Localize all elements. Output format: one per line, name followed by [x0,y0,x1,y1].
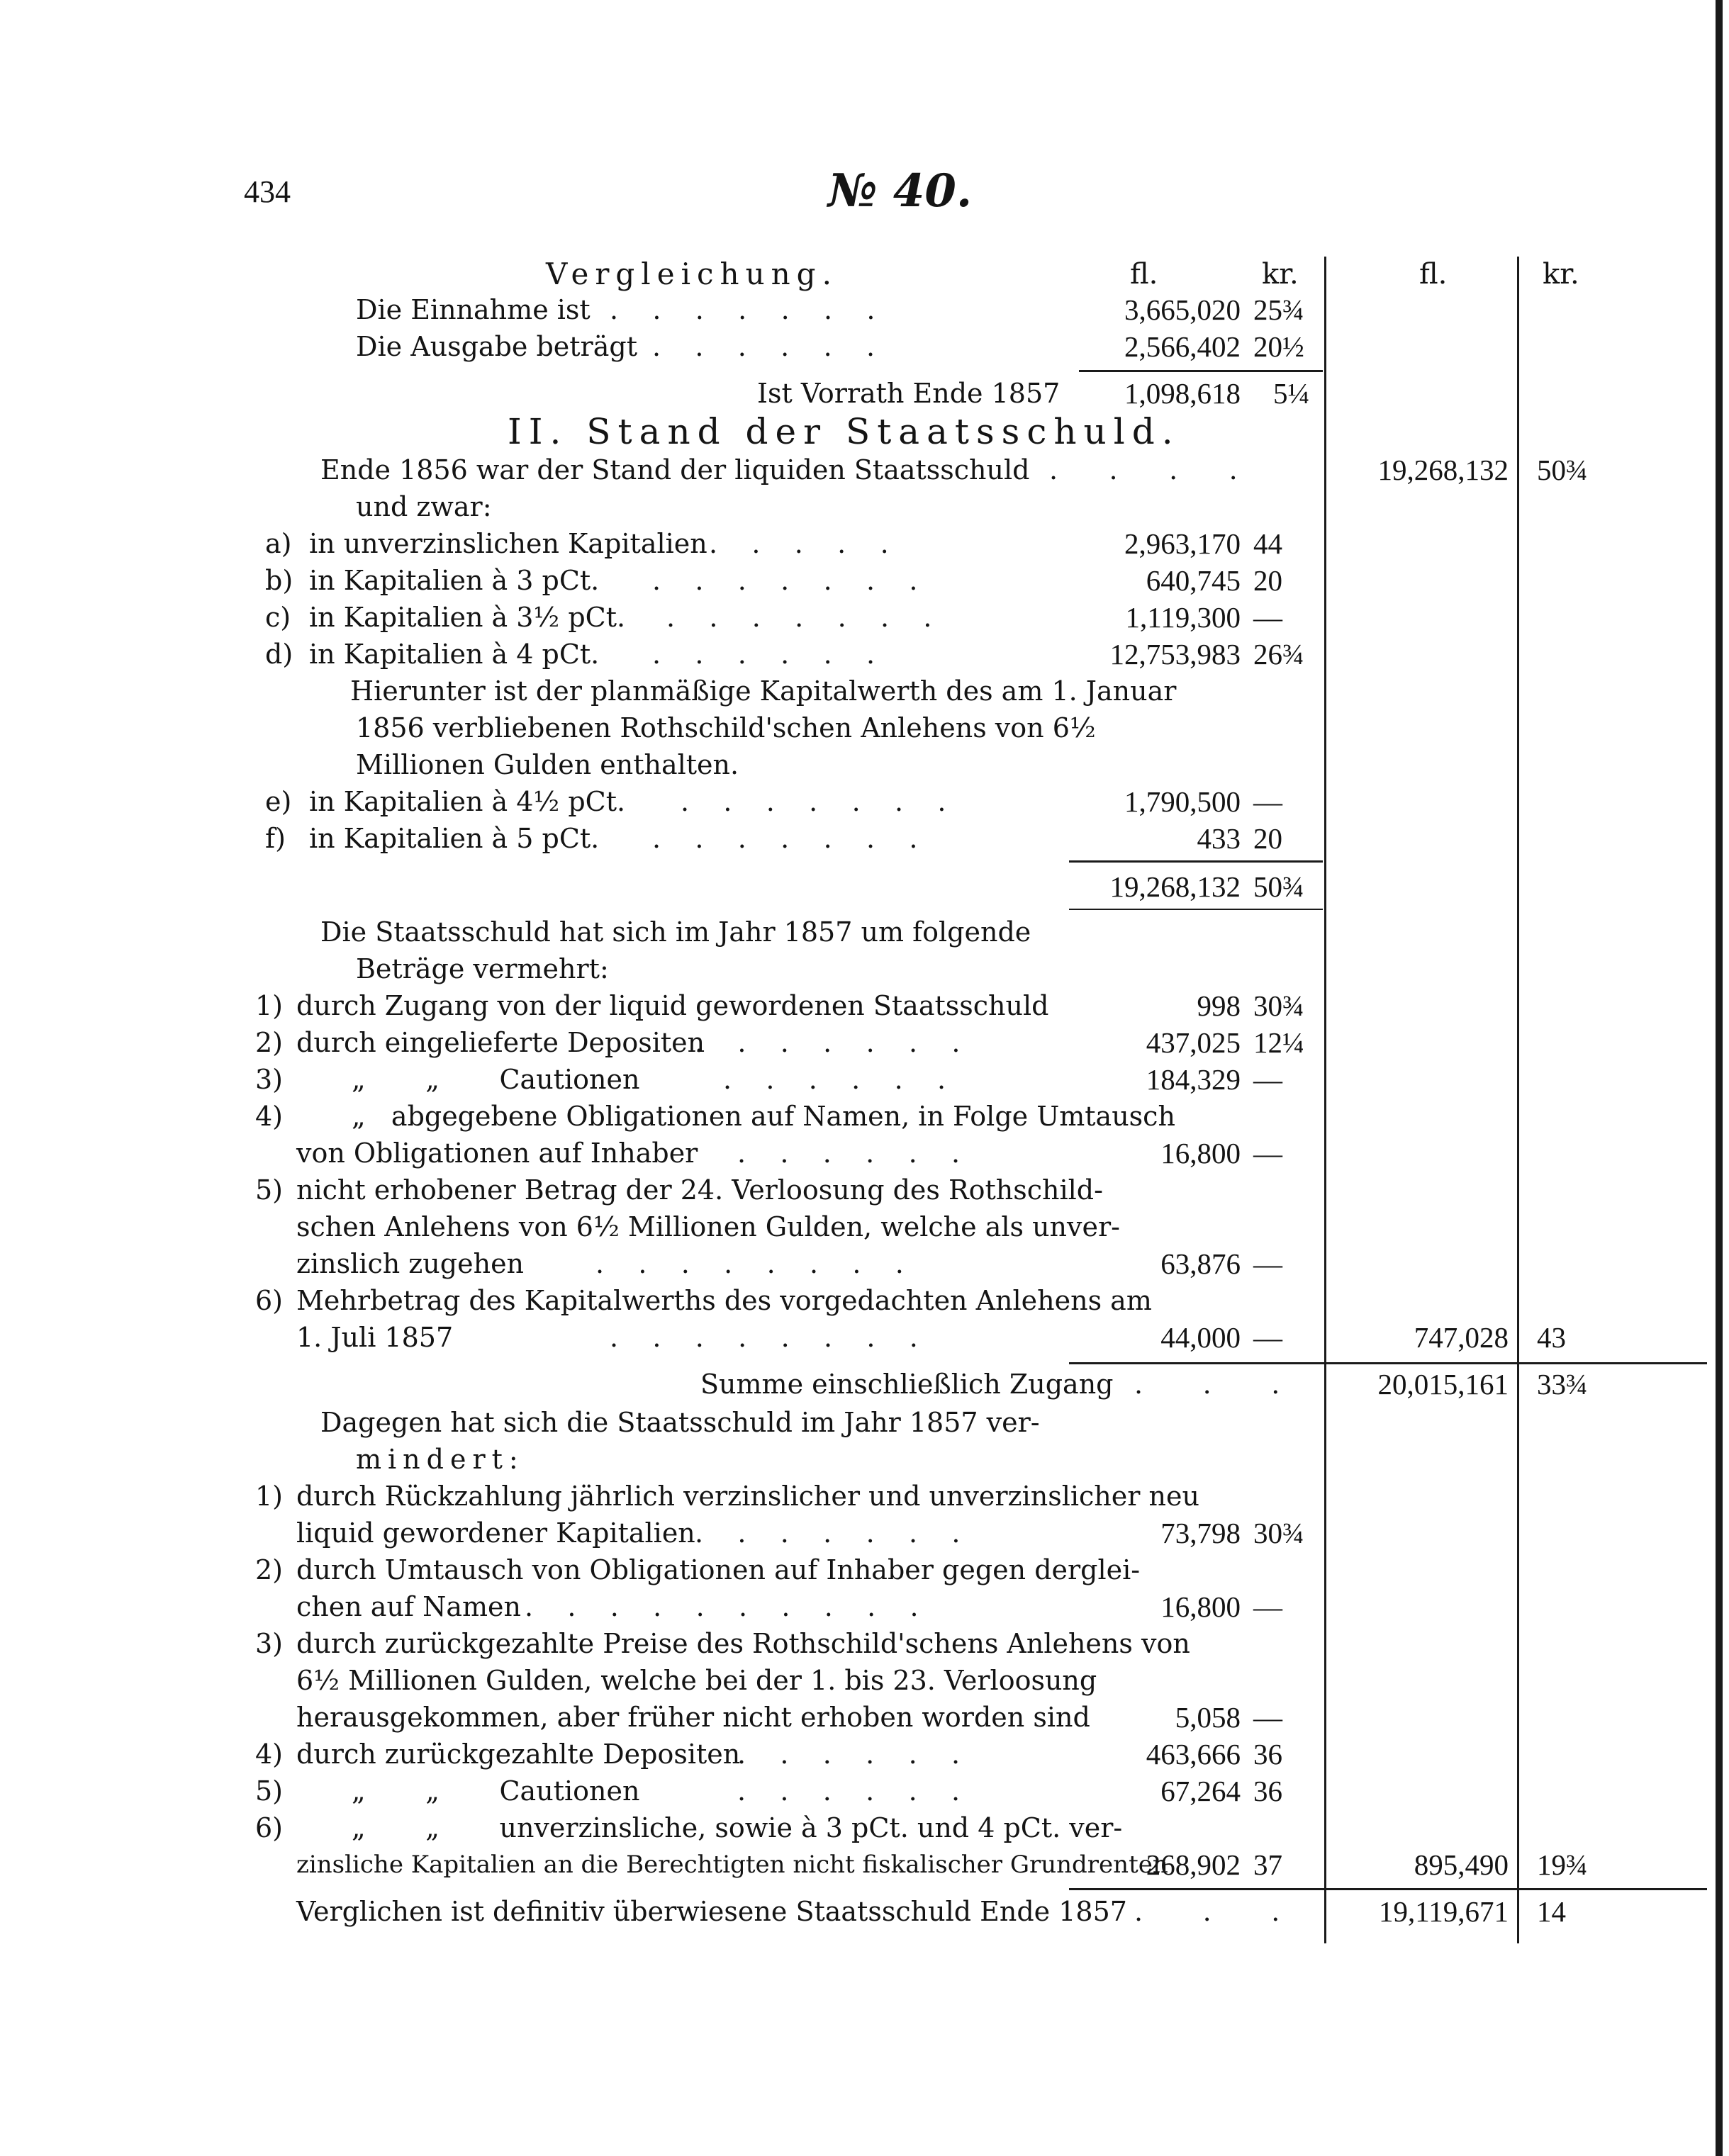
item-label: in Kapitalien à 3 pCt. [309,565,600,596]
col-header-kr-inner: kr. [1262,258,1299,291]
summe-label: Summe einschließlich Zugang [700,1369,1114,1400]
item-key: 6) [255,1812,284,1843]
item-fl: 5,058 [1175,1701,1241,1734]
sum-rule [1069,860,1323,863]
dot-leader: . . . . . . [737,1775,961,1807]
dot-leader: . . . . . . . . [610,1322,918,1353]
item-line: 6½ Millionen Gulden, welche bei der 1. bis 23. Verloosung [296,1665,1097,1696]
vermindert-intro: Dagegen hat sich die Staatsschuld im Jahr 1857 ver- [320,1407,1040,1438]
item-label: in Kapitalien à 3½ pCt. [309,602,626,633]
item-fl: 2,963,170 [1124,527,1241,560]
item-kr: 30¾ [1253,989,1304,1022]
vermehrt-intro: Beträge vermehrt: [356,953,609,984]
dot-leader: . . . . . . . . . . [525,1591,919,1622]
vermindert-total-fl: 895,490 [1414,1848,1509,1881]
ausgabe-fl: 2,566,402 [1124,330,1241,363]
item-key: 2) [255,1554,284,1585]
item-fl: 268,902 [1146,1848,1241,1881]
item-fl: 12,753,983 [1109,638,1241,670]
vermehrt-total-kr: 43 [1537,1321,1566,1354]
vorrath-kr: 5¼ [1273,377,1310,410]
item-kr: 20 [1253,822,1282,855]
item-kr: — [1253,785,1282,818]
item-line: herausgekommen, aber früher nicht erhoben worden sind [296,1702,1090,1733]
dot-leader: . . . [1134,1896,1280,1927]
item-kr: — [1253,601,1282,634]
item-key: b) [265,565,293,596]
item-key: 5) [255,1775,284,1807]
item-line: durch zurückgezahlte Depositen [296,1739,741,1770]
item-kr: 36 [1253,1775,1282,1807]
sum-rule [1069,1362,1707,1364]
item-key: 1) [255,990,284,1021]
item-line: liquid gewordener Kapitalien [296,1517,695,1549]
item-key: 4) [255,1101,284,1132]
vermehrt-intro: Die Staatsschuld hat sich im Jahr 1857 um folgende [320,916,1031,948]
dot-leader: . . . . . . [723,1064,946,1095]
page-edge-bar [1716,0,1723,2156]
item-line: durch eingelieferte Depositen [296,1027,705,1058]
note-line: 1856 verbliebenen Rothschild'schen Anlehens von 6½ [356,712,1096,743]
item-line: schen Anlehens von 6½ Millionen Gulden, welche als unver- [296,1211,1120,1242]
item-fl: 433 [1197,822,1241,855]
item-kr: 30¾ [1253,1517,1304,1549]
item-key: 5) [255,1174,284,1206]
col-header-fl-outer: fl. [1419,258,1448,291]
item-fl: 184,329 [1146,1063,1241,1096]
sum-rule [1069,909,1323,910]
item-fl: 1,119,300 [1125,601,1241,634]
sum-rule [1079,370,1323,372]
col-header-fl-inner: fl. [1130,258,1158,291]
note-line: Millionen Gulden enthalten. [356,749,739,780]
dot-leader: . . . . . . . [652,565,918,596]
section-intro: Ende 1856 war der Stand der liquiden Staatsschuld [320,454,1030,485]
note-line: Hierunter ist der planmäßige Kapitalwerth des am 1. Januar [350,675,1177,707]
item-kr: — [1253,1321,1282,1354]
item-fl: 67,264 [1160,1775,1241,1807]
vorrath-label: Ist Vorrath Ende 1857 [757,378,1061,409]
dot-leader: . . . . . . [652,639,875,670]
item-kr: — [1253,1063,1282,1096]
column-rule-outer [1517,257,1519,1943]
item-key: 3) [255,1064,284,1095]
item-key: a) [265,528,292,559]
item-key: c) [265,602,291,633]
section-intro-2: und zwar: [356,491,492,522]
item-key: 2) [255,1027,284,1058]
item-key: 4) [255,1739,284,1770]
ausgabe-label: Die Ausgabe beträgt [356,331,637,362]
item-line: durch Umtausch von Obligationen auf Inhaber gegen derglei- [296,1554,1141,1585]
final-label: Verglichen ist definitiv überwiesene Staatsschuld Ende 1857 [296,1896,1127,1927]
summe-fl: 20,015,161 [1377,1368,1509,1400]
item-key: 1) [255,1481,284,1512]
item-line: „ abgegebene Obligationen auf Namen, in Folge Umtausch [352,1101,1175,1132]
vermindert-total-kr: 19¾ [1537,1848,1588,1881]
einnahme-fl: 3,665,020 [1124,293,1241,326]
vermehrt-total-fl: 747,028 [1414,1321,1509,1354]
item-key: e) [265,786,292,817]
item-fl: 437,025 [1146,1026,1241,1059]
item-kr: — [1253,1137,1282,1169]
dot-leader: . . . . . . . [681,786,946,817]
item-line: 1. Juli 1857 [296,1322,454,1353]
item-kr: — [1253,1247,1282,1280]
page-number: 434 [244,174,291,209]
dot-leader: . . . . . . . [695,1027,961,1058]
item-kr: 37 [1253,1848,1282,1881]
item-fl: 1,790,500 [1124,785,1241,818]
sum-rule [1069,1888,1707,1890]
einnahme-label: Die Einnahme ist [356,294,591,325]
final-kr: 14 [1537,1895,1566,1928]
dot-leader: . . . . . [709,528,889,559]
item-fl: 44,000 [1160,1321,1241,1354]
item-key: d) [265,639,293,670]
vermindert-intro: mindert: [356,1444,525,1475]
item-label: in Kapitalien à 4½ pCt. [309,786,626,817]
col-header-kr-outer: kr. [1543,258,1579,291]
item-fl: 640,745 [1146,564,1241,597]
dot-leader: . . . . . . [737,1739,961,1770]
dot-leader: . . . . . . . . [595,1248,904,1279]
item-line: durch Rückzahlung jährlich verzinslicher und unverzinslicher neu [296,1481,1199,1512]
einnahme-kr: 25¾ [1253,293,1304,326]
section-heading: II. Stand der Staatsschuld. [508,411,1180,452]
item-kr: 12¼ [1253,1026,1304,1059]
item-kr: 36 [1253,1738,1282,1770]
subtotal-fl: 19,268,132 [1109,870,1241,903]
intro-fl: 19,268,132 [1377,454,1509,486]
ausgabe-kr: 20½ [1253,330,1304,363]
item-line: Mehrbetrag des Kapitalwerths des vorgedachten Anlehens am [296,1285,1152,1316]
dot-leader: . . . . . . . [652,823,918,854]
item-fl: 63,876 [1160,1247,1241,1280]
vorrath-fl: 1,098,618 [1124,377,1241,410]
item-kr: — [1253,1590,1282,1623]
item-fl: 463,666 [1146,1738,1241,1770]
item-label: in Kapitalien à 5 pCt. [309,823,600,854]
item-line: durch Zugang von der liquid gewordenen Staatsschuld [296,990,1049,1021]
column-rule-inner [1324,257,1326,1943]
page-title: № 40. [828,164,973,218]
item-key: f) [265,823,286,854]
item-key: 6) [255,1285,284,1316]
item-line: nicht erhobener Betrag der 24. Verloosung des Rothschild- [296,1174,1103,1206]
dot-leader: . . . . [1049,454,1238,485]
dot-leader: . . . [1134,1369,1280,1400]
item-label: in Kapitalien à 4 pCt. [309,639,600,670]
item-fl: 16,800 [1160,1590,1241,1623]
dot-leader: . . . . . . . [695,1517,961,1549]
item-line: „ „ Cautionen [352,1775,640,1807]
final-fl: 19,119,671 [1379,1895,1509,1928]
item-key: 3) [255,1628,284,1659]
intro-kr: 50¾ [1537,454,1588,486]
item-fl: 16,800 [1160,1137,1241,1169]
dot-leader: . . . . . . [652,331,875,362]
dot-leader: . . . . . . [737,1138,961,1169]
item-label: in unverzinslichen Kapitalien [309,528,707,559]
item-kr: 20 [1253,564,1282,597]
dot-leader: . . . . . . . [666,602,932,633]
item-line: von Obligationen auf Inhaber [296,1138,698,1169]
item-fl: 998 [1197,989,1241,1022]
item-line: zinslich zugehen [296,1248,525,1279]
item-line: chen auf Namen [296,1591,521,1622]
dot-leader: . . . . . . . [610,294,875,325]
vergleichung-heading: Vergleichung. [546,257,838,291]
subtotal-kr: 50¾ [1253,870,1304,903]
summe-kr: 33¾ [1537,1368,1588,1400]
item-line: durch zurückgezahlte Preise des Rothschild'schens Anlehens von [296,1628,1190,1659]
item-kr: 26¾ [1253,638,1304,670]
item-kr: — [1253,1701,1282,1734]
item-line: „ „ Cautionen [352,1064,640,1095]
item-line: „ „ unverzinsliche, sowie à 3 pCt. und 4 pCt. ver- [352,1812,1123,1843]
item-line: zinsliche Kapitalien an die Berechtigten nicht fiskalischer Grundrenten [296,1851,1168,1879]
item-kr: 44 [1253,527,1282,560]
item-fl: 73,798 [1160,1517,1241,1549]
